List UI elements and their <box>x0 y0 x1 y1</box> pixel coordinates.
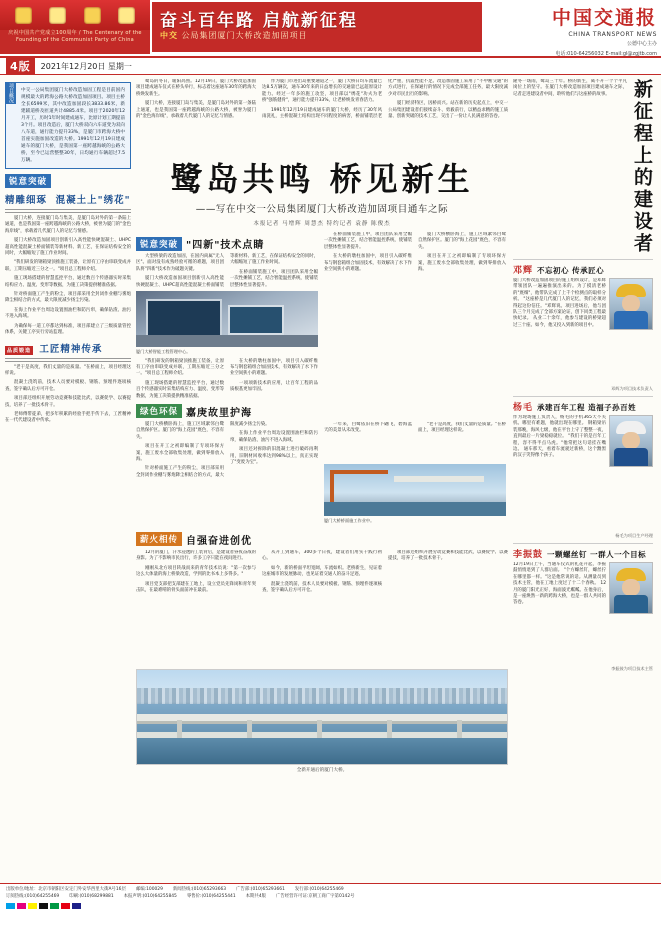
paragraph: 针对桥面施工产生的粉尘，项目部采用全封闭作业棚与雾炮降尘相结合的方式，最大限度减少扬尘污染。 <box>5 292 131 304</box>
photo-bridge-night <box>136 669 508 765</box>
section-tag-1: 锐意突破 <box>5 174 51 188</box>
slogan-text: 奋斗百年路 启航新征程 <box>160 11 358 31</box>
strip-main: 公局集团厦门大桥改造加固项目 <box>181 31 308 40</box>
face-shape <box>622 579 640 596</box>
color-registration-bars <box>6 903 655 909</box>
footer-ad-dept: 广告部:(010)65293661 <box>236 887 285 892</box>
person-quote: 一颗螺丝钉 一群人一个目标 <box>547 550 647 559</box>
headline-block <box>136 157 508 229</box>
paragraph: 厦门大桥横卧海上，施工区域紧邻白鹭自然保护区。厦门的"海上花园"底色，不容有失。 <box>136 421 224 440</box>
anniversary-100-icon <box>49 7 66 24</box>
paper-nameplate <box>497 3 657 58</box>
paragraph: 在桥面铺装施工中，项目团队采用全幅一次性摊铺工艺，结合智能温控系统，使铺装层整体性显著提升。 <box>324 232 412 250</box>
masthead <box>0 0 661 58</box>
paper-contact-1: 公德中心主办 <box>626 41 657 47</box>
section-title-quality <box>5 341 131 355</box>
footer-line-2 <box>6 894 655 901</box>
section-title-breakthrough: "四新"技术点睛 <box>186 240 265 251</box>
paper-contact-2: 电话:010-64256032 E-mail:gl@zgjtb.com <box>555 51 657 57</box>
byline: 本报记者 马增辉 周慧杰 特约记者 袁静 陈俊杰 <box>253 221 391 227</box>
paragraph: 项目在开工之初即编制了专项环保方案，施工废水全部收集处理，做到零排放入海。 <box>418 254 506 273</box>
ribbon-icon <box>118 7 135 24</box>
paragraph: 施工现场搭建的智慧监控平台，通过数百个传感器实时采集结构应力、温度、变形等数据，为施工决策提供精准依据。 <box>136 380 224 399</box>
paragraph: 项目党支部把支部建在工地上，设立党员先锋岗和青年突击队，在最难啃的骨头面前冲在最前。 <box>136 581 256 593</box>
section-body-green-2 <box>324 422 506 464</box>
footer-distribution: 发行部:(010)64255469 <box>294 887 344 892</box>
paragraph: 在桥面铺装施工中，项目团队采用全幅一次性摊铺工艺，结合智能温控系统，使铺装层整体性显著提升。 <box>230 269 318 288</box>
sea-water <box>137 738 507 764</box>
paragraph: 混凝土浇筑前，技术人员要对模板、钢筋、预埋件逐项核查，签字确认后方可开仓。 <box>5 380 131 392</box>
section-header-green <box>136 404 508 419</box>
person-caption: 杨毛为项目生产经理 <box>615 533 653 538</box>
party-emblem-icon <box>15 7 32 24</box>
paragraph: 项目在开工之初即编制了专项环保方案，施工废水全部收集处理，做到零排放入海。 <box>136 444 224 462</box>
paragraph: 混凝土浇筑前，技术人员要对模板、钢筋、预埋件逐项核查，签字确认后方可开仓。 <box>262 581 382 593</box>
photo-caption-bridge-night: 全新开通后的厦门大桥。 <box>296 767 348 773</box>
project-strip <box>160 30 308 41</box>
anniversary-subtitle: 庆祝中国共产党成立100周年 / The Centenary of the Founding of the Communist Party of China <box>8 30 142 43</box>
footer-zip: 邮编:100029 <box>135 887 163 892</box>
person-caption: 李振鼓为项目技术主管 <box>611 666 653 671</box>
section-title-green: 嘉庚故里护海 <box>186 407 253 419</box>
paragraph: 厦门大桥横卧海上，施工区域紧邻白鹭自然保护区。厦门的"海上花园"底色，不容有失。 <box>418 232 506 250</box>
paragraph: "我们研发的钢箱梁顶推施工装备，让原有工序由串联变成并联，工期压缩近三分之一。"项目总工程师介绍。 <box>136 358 224 377</box>
column-center <box>136 79 508 895</box>
section-title-orange: 自强奋进创优 <box>186 535 253 547</box>
section-title-craft: 精雕细琢 混凝土上"绣花" <box>5 195 131 206</box>
person-photo <box>609 562 653 614</box>
center-col-2-top <box>324 232 506 352</box>
paragraph: 在海上作业平台周边设置围油栏和防污帘，确保钻渣、油污不进入海域。 <box>230 431 318 443</box>
person-card <box>513 543 653 672</box>
color-bar-cyan <box>6 903 15 909</box>
page-content <box>0 75 661 895</box>
person-card <box>513 396 653 539</box>
paragraph: 1991年12月19日建成通车的厦门大桥，经历了30年风雨洗礼，主桥混凝土结构出现不同程度的病害，桥面铺装层老化严重，抗震性能不足。改造加固施工采用了"不中断交通"的方式进行，在保通行的情况下完成全部施工任务，最大限度减少对市民出行的影响。 <box>262 79 508 120</box>
person-caption: 邓辉为项目技术负责人 <box>611 386 653 391</box>
footer-pages: 本期共4版 <box>245 893 266 899</box>
footer-price: 零售价:(010)64255441 <box>186 893 236 899</box>
uniform-shape <box>614 448 648 466</box>
paragraph: 厦门经济特区，因桥而兴。站在新的历史起点上，中交一公局集团建设者们接续奋斗、勇毅前行，以精益求精的施工质量、创新突破的技术工艺，交出了一份让人民满意的答卷。 <box>388 101 508 120</box>
bridge-deck-upper <box>137 714 507 721</box>
paragraph: 一项项新技术的应用，让百年工程的品质根基更加牢固。 <box>230 380 318 393</box>
city-skyline <box>137 688 507 704</box>
paper-title-en: CHINA TRANSPORT NEWS <box>568 31 657 38</box>
footer-license: 广告经营许可证:京朝工商广字第0142号 <box>276 893 355 899</box>
anniversary-emblem <box>0 0 150 54</box>
strip-prefix: 中交 <box>160 31 178 40</box>
paragraph: 项目还对拆除的旧混凝土进行破碎再利用，旧钢材回收率达到98%以上，真正实现了"变废为宝"。 <box>230 447 318 465</box>
color-bar-black <box>39 903 48 909</box>
paragraph: 为确保每一道工序都达到标准，项目部建立了三级质量管控体系，关键工序实行旁站监理。 <box>5 323 131 336</box>
uniform-shape <box>614 311 648 329</box>
section-body-breakthrough-2 <box>136 359 318 400</box>
photo-control-room <box>136 291 318 347</box>
section-body-green <box>136 422 318 479</box>
paragraph: 大型桥梁的改造加固，在国内尚属"无人区"。面对没有成熟经验可循的难题，项目团队将"四新"技术作为破题关键。 <box>136 254 224 272</box>
color-bar-magenta <box>17 903 26 909</box>
page-title: 鹭岛共鸣 桥见新生 <box>170 160 474 198</box>
paragraph: "我们研发的钢箱梁顶推施工装备，让原有工序由串联变成并联，工期压缩近三分之一。"项目总工程师介绍。 <box>5 260 131 272</box>
photo-caption-bridge-site: 厦门大桥桥面施工作业中。 <box>324 517 375 523</box>
column-left <box>5 79 131 895</box>
face-shape <box>622 295 640 312</box>
emblem-icons <box>6 4 144 26</box>
paper-title-cn: 中国交通报 <box>551 7 657 29</box>
section-tag-3: 品质锻造 <box>7 347 32 354</box>
photo-bridge-site <box>324 464 506 516</box>
person-text: 作为现场施工负责人，杨毛的手机365天不关机。哪里有难题，他就出现在哪里。 钢箱梁吊装那晚，海风七级，他在平台上守了整整一夜，直到最后一片梁稳稳就位。 "我们干的是百年工程，容不得半点马虎。"他常把这句话挂在嘴边。 通车那天，看着车流驶过新桥，这个黝黑的汉子笑得像个孩子。 <box>513 415 606 459</box>
paragraph: 厦门大桥，连接厦门岛与集美，是厦门岛对外的第一条陆上通道，也是我国第一座跨越海峡的公路大桥，被誉为厦门的"金色海岸线"，承载着几代厦门人的记忆与情感。 <box>5 216 131 234</box>
face-shape <box>622 432 640 449</box>
right-vertical-title: 新征程上的建设者 <box>631 79 653 255</box>
paragraph: 厦门大桥改造加固项目创新引入高性能快硬混凝土、UHPC超高性能混凝土桥面铺装等新材料、新工艺，在保证结构安全的同时，大幅缩短了施工作业时间。 <box>136 254 318 288</box>
section-header-orange <box>136 532 508 547</box>
section-header-1 <box>5 174 131 188</box>
page-info-bar <box>0 58 661 75</box>
person-photo <box>609 278 653 330</box>
page-subtitle: ——写在中交一公局集团厦门大桥改造加固项目通车之际 <box>195 204 449 215</box>
paragraph: 从开工到通车，300多个日夜，建设者们用实干践行初心。 <box>262 549 382 562</box>
section-tag-breakthrough: 锐意突破 <box>136 237 182 251</box>
person-name: 邓辉 <box>513 266 534 276</box>
paragraph: 如今，新的桥面平坦宽阔，车流如织。老桥新生，见证着这座城市的发展脉动，也见证着交通人的奋斗足迹。 <box>262 565 382 578</box>
footer-news-hotline: 新闻热线:(010)65293663 <box>172 887 227 892</box>
paragraph: 12月的厦门，汗水浸透的工装背后，是建设者昼夜奋战的身影。为了不影响市民出行，许多工序只能在夜间进行。 <box>136 549 256 562</box>
paragraph: 施工现场搭建的智慧监控平台，通过数百个传感器实时采集结构应力、温度、变形等数据，为施工决策提供精准依据。 <box>5 276 131 288</box>
paragraph: "老干是高度，我们丈量的是质量。"在桥面上，项目经理这样说。 <box>5 364 131 376</box>
center-col-2 <box>324 232 506 400</box>
person-card <box>513 259 653 392</box>
lead-paragraphs <box>136 79 508 157</box>
person-photo <box>609 415 653 467</box>
publish-date: 2021年12月20日 星期一 <box>40 61 132 71</box>
section-tag-green: 绿色环保 <box>136 404 182 418</box>
person-text: 厦门大桥改造加固项目的施工组织设计，是邓辉带领团队一遍遍推演出来的。为了摸清老桥的"底细"，他带队完成了上千个检测点的取样分析。 "这座桥是几代厦门人的记忆，我们必须对得起这份信任。"邓辉说。项目进场后，他与团队三个月完成了全部方案论证，创下同类工程最快纪录。 从业二十余年，他参与建设的桥梁超过三十座。如今，他又投入到新的项目中。 <box>513 278 606 328</box>
abstract-text: 中交一公局集团厦门大桥改造加固工程是目前国内规模最大的跨海公路大桥改造加固项目。项目主桥全长6599米，其中改造加固段长3833.86米，新建辅道桥及匝道共计4885.4米。项目于2020年12月开工，历时1年时间建成通车，比原计划工期提前3个月。项目改造后，厦门大桥双向六车道变为双向八车道，通行能力提升33%，是厦门市跨海大桥中首座实施加固改造的大桥。1991年12月19日建成通车的厦门大桥，是我国第一座跨越海峡的公路大桥，至今已运营整整30年，日均通行车辆超过7.5万辆。 <box>21 88 125 163</box>
paragraph: 厦门大桥改造加固项目创新引入高性能快硬混凝土、UHPC超高性能混凝土桥面铺装等新材料、新工艺，在保证结构安全的同时，大幅缩短了施工作业时间。 <box>5 238 131 257</box>
paragraph: 老师傅带徒弟，把多年积累的经验手把手传下去，工匠精神在一代代建设者中传承。 <box>5 411 131 424</box>
section-title-3: 工匠精神传承 <box>39 343 103 355</box>
paragraph: "老干是高度，我们丈量的是质量。"在桥面上，项目经理这样说。 <box>418 421 506 434</box>
footer-subscribe: 订阅热线:(010)64255469 <box>6 893 60 899</box>
paragraph: 在海上作业平台周边设置围油栏和防污帘，确保钻渣、油污不进入海域。 <box>5 307 131 320</box>
section-header-breakthrough <box>136 236 318 251</box>
paragraph: 刚刚从北方项目转战而来的青年技术员说："第一次参与这么大体量的海上桥梁改造，学到的比书本上多得多。" <box>136 565 256 578</box>
person-name: 杨毛 <box>513 403 534 413</box>
footer-statement: 本报声明:(010)64255845 <box>123 893 177 899</box>
uniform-shape <box>614 595 648 613</box>
paragraph: 一年来，白鹭依旧在桥下翩飞，碧海蓝天的美景从未改变。 <box>324 421 412 434</box>
photo-caption-control-room: 厦门大桥智能工程管理中心。 <box>136 348 191 354</box>
center-col-1 <box>136 232 318 400</box>
paragraph: 针对桥面施工产生的粉尘，项目部采用全封闭作业棚与雾炮降尘相结合的方式，最大限度减少扬尘污染。 <box>136 421 270 478</box>
right-lead: 隆冬一场雨，鹭岛三十年。桥的新生，离不开一个个平凡岗位上的坚守。在厦门大桥改造加固项目建成通车之际，记者走进建设者中间，聆听他们与这座桥的故事。 <box>513 79 627 97</box>
color-bar-red <box>61 903 70 909</box>
rule-1 <box>5 209 131 213</box>
paragraph: 项目部还组织开展劳动竞赛和技能比武，以赛促学、以赛提技，培养了一批技术骨干。 <box>388 549 508 562</box>
rule-2 <box>5 358 131 362</box>
abstract-side-label: 项目概况 <box>5 82 16 104</box>
section-body-orange <box>136 550 508 666</box>
paragraph: 鹭岛的冬日，暖阳高照。12月19日，厦门大桥改造加固项目建成通车仪式在桥头举行，标志着这座通车30年的跨海大桥焕发新生。 <box>136 79 256 97</box>
paragraph: 项目部还组织开展劳动竞赛和技能比武，以赛促学、以赛提技，培养了一批技术骨干。 <box>5 396 131 408</box>
page-number-badge: 4版 <box>6 57 35 75</box>
page-footer <box>0 883 661 925</box>
project-abstract-box <box>5 82 131 169</box>
section-tag-orange: 薪火相传 <box>136 532 182 546</box>
paragraph: 在大桥的墩柱加固中，项目引入碳纤维布与钢套箱组合加固技术，有效解决了水下作业空间狭小的难题。 <box>230 358 318 377</box>
column-left-body-2 <box>5 365 131 425</box>
person-quote: 承建百年工程 造福子孙百姓 <box>537 403 637 412</box>
column-left-body <box>5 216 131 337</box>
color-bar-blue <box>72 903 81 909</box>
paragraph: 作为厦门市进出岛重要通道之一，厦门大桥日均车流量已达8.5万辆次，通车30年来的日益增长的交通量已远超原设计能力。经过一年多的施工攻坚，项目部以"绣花"功夫为老桥"强筋健骨"，通行能力提升33%，让老桥焕发青春活力。 <box>262 79 382 104</box>
column-right <box>513 79 653 895</box>
footer-print: 印刷:(010)68299881 <box>69 893 114 899</box>
person-text: 12月19日上午，当通车仪式的礼花升起，李振鼓悄悄退到了人群后面。 "个方螺丝钉，螺丝拧在哪里都一样。"这是他常说的话。从测量员到技术主管，他在工地上度过了十二个春秋。 12月的厦门阳光正好，海面波光粼粼。在他身后，是一座焕然一新的跨海大桥，也是一群人共同的答卷。 <box>513 562 606 606</box>
footer-address: 出版单位/地址：北京市朝阳区安定门外安华西里大街A号16层 <box>6 887 126 892</box>
person-name: 李振鼓 <box>513 550 544 560</box>
paragraph: 在大桥的墩柱加固中，项目引入碳纤维布与钢套箱组合加固技术，有效解决了水下作业空间狭小的难题。 <box>324 254 412 273</box>
star-emblem-icon <box>84 7 101 24</box>
slogan-banner <box>152 2 482 52</box>
section-body-breakthrough <box>136 254 318 291</box>
color-bar-green <box>50 903 59 909</box>
paragraph: 厦门大桥，连接厦门岛与集美，是厦门岛对外的第一条陆上通道，也是我国第一座跨越海峡的公路大桥，被誉为厦门的"金色海岸线"，承载着几代厦门人的记忆与情感。 <box>136 101 256 120</box>
color-bar-yellow <box>28 903 37 909</box>
person-quote: 不忘初心 传承匠心 <box>537 266 605 275</box>
